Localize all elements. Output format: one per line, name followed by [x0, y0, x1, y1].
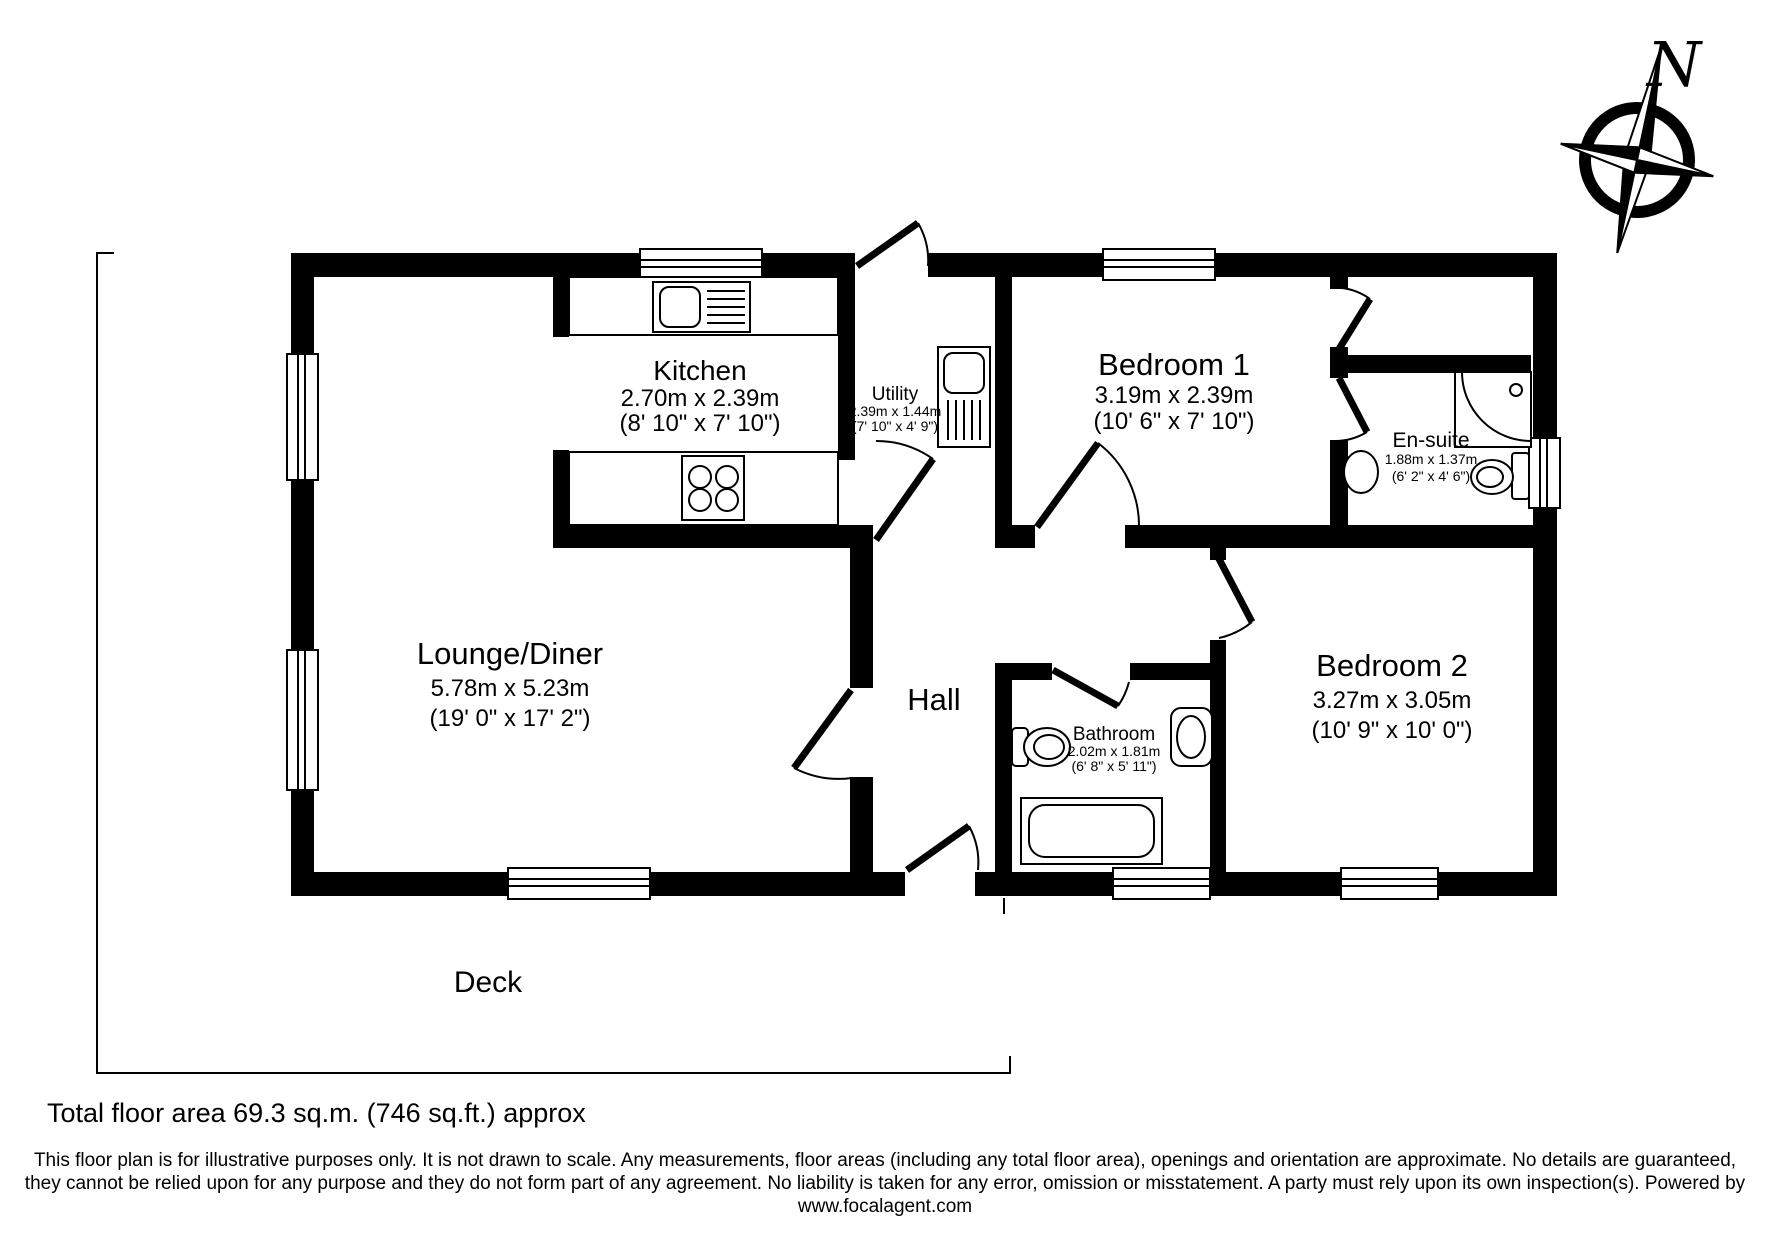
disclaimer-url: www.focalagent.com: [797, 1196, 973, 1217]
window-ensuite-right: [1529, 438, 1560, 508]
window-kitchen: [640, 249, 762, 280]
deck-label: Deck: [453, 966, 523, 999]
ensuite-dim-metric: 1.88m x 1.37m: [1384, 451, 1478, 467]
kitchen-sink-icon: [653, 282, 750, 332]
door-bathroom: [1053, 670, 1129, 706]
disclaimer-line-2: they cannot be relied upon for any purpose and they do not form part of any agreement. No liability is taken for any error, omission or misstatement. A party must rely upon its own inspection(s). Powered by: [24, 1173, 1746, 1194]
compass-north-label: N: [1646, 28, 1702, 101]
window-lounge-left-upper: [287, 354, 318, 480]
door-ensuite: [1335, 378, 1367, 441]
hob-icon: [682, 456, 744, 520]
hall-label: Hall: [907, 682, 961, 717]
ensuite-toilet-icon: [1471, 453, 1529, 499]
utility-dim-metric: 2.39m x 1.44m: [848, 403, 942, 419]
exterior-walls: [291, 253, 1557, 896]
bedroom1-label: Bedroom 1: [1098, 347, 1250, 382]
window-lounge-bottom: [508, 868, 650, 899]
utility-label: Utility: [871, 384, 919, 405]
bathroom-toilet-icon: [1012, 728, 1070, 766]
utility-dim-imperial: (7' 10" x 4' 9"): [851, 418, 939, 434]
ensuite-basin-icon: [1344, 451, 1378, 493]
windows: [287, 249, 1560, 899]
bedroom1-dim-imperial: (10' 6" x 7' 10"): [1093, 408, 1255, 435]
total-floor-area-text: Total floor area 69.3 sq.m. (746 sq.ft.) approx: [47, 1098, 586, 1128]
bedroom2-dim-metric: 3.27m x 3.05m: [1312, 687, 1472, 714]
door-wardrobe: [1339, 288, 1370, 349]
lounge-dim-imperial: (19' 0" x 17' 2"): [429, 705, 591, 732]
door-utility-exterior: [857, 223, 928, 266]
kitchen-label: Kitchen: [653, 355, 747, 386]
window-bedroom2-bottom-left: [1113, 868, 1210, 899]
door-utility-hall: [876, 441, 933, 540]
footer: [25, 1098, 1746, 1217]
window-bedroom2-bottom-right: [1341, 868, 1438, 899]
bedroom2-label: Bedroom 2: [1316, 648, 1468, 683]
lounge-dim-metric: 5.78m x 5.23m: [430, 675, 590, 702]
bathroom-label: Bathroom: [1072, 724, 1156, 745]
door-lounge: [794, 690, 852, 779]
kitchen-dim-imperial: (8' 10" x 7' 10"): [619, 410, 781, 437]
utility-sink-icon: [938, 347, 990, 447]
door-bedroom2: [1218, 557, 1252, 638]
ensuite-label: En-suite: [1392, 429, 1470, 452]
window-bedroom1: [1103, 249, 1215, 280]
ensuite-dim-imperial: (6' 2" x 4' 6"): [1391, 468, 1471, 484]
window-lounge-left-lower: [287, 650, 318, 790]
compass-rose: [1541, 28, 1737, 269]
kitchen-dim-metric: 2.70m x 2.39m: [620, 385, 780, 412]
bedroom2-dim-imperial: (10' 9" x 10' 0"): [1311, 717, 1473, 744]
disclaimer-line-1: This floor plan is for illustrative purposes only. It is not drawn to scale. Any measurements, floor areas (including any total floor area), openings and orientation are approximate. No details are guaranteed,: [33, 1150, 1737, 1171]
bathroom-dim-imperial: (6' 8" x 5' 11"): [1071, 758, 1157, 774]
bathtub-icon: [1021, 798, 1162, 864]
bedroom1-dim-metric: 3.19m x 2.39m: [1094, 382, 1254, 409]
lounge-label: Lounge/Diner: [416, 636, 604, 671]
bathroom-basin-icon: [1171, 708, 1212, 766]
bathroom-dim-metric: 2.02m x 1.81m: [1067, 743, 1161, 759]
door-bedroom1: [1037, 443, 1139, 527]
door-front-entrance: [907, 826, 978, 870]
